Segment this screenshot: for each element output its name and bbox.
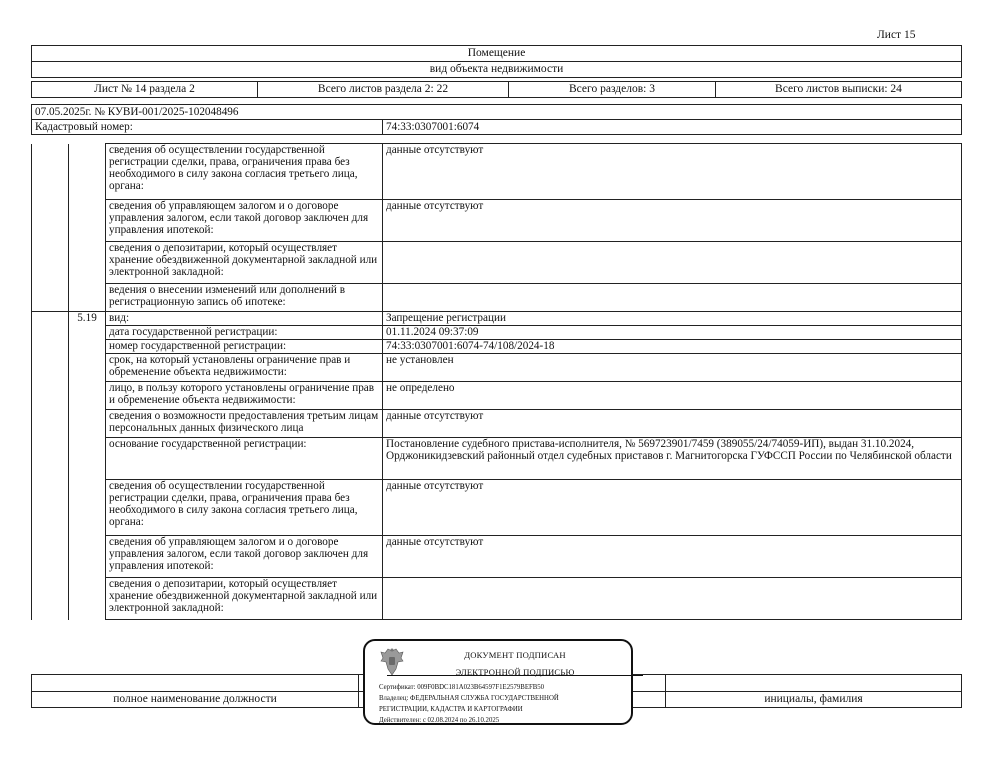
record-number xyxy=(69,284,106,312)
record-number xyxy=(69,326,106,340)
record-number xyxy=(69,340,106,354)
object-kind: вид объекта недвижимости xyxy=(32,62,962,78)
sheet-section: Лист № 14 раздела 2 xyxy=(32,82,258,98)
record-label: сведения об осуществлении государственной регистрации сделки, права, ограничения права без необходимого в силу закона согласия третьего лица, органа: xyxy=(106,144,383,200)
date-number: 07.05.2025г. № КУВИ-001/2025-102048496 xyxy=(32,105,962,120)
record-value: не определено xyxy=(383,382,962,410)
record-label: номер государственной регистрации: xyxy=(106,340,383,354)
record-number xyxy=(69,578,106,620)
record-number xyxy=(69,200,106,242)
record-row xyxy=(32,536,962,578)
record-number: 5.19 xyxy=(69,312,106,326)
record-label: дата государственной регистрации: xyxy=(106,326,383,340)
record-label: вид: xyxy=(106,312,383,326)
record-value: не установлен xyxy=(383,354,962,382)
footer-blank-right xyxy=(666,675,962,692)
record-row xyxy=(32,438,962,480)
record-row xyxy=(32,242,962,284)
record-value xyxy=(383,578,962,620)
record-number xyxy=(69,480,106,536)
record-label: основание государственной регистрации: xyxy=(106,438,383,480)
section-margin-cell xyxy=(32,340,69,354)
record-number xyxy=(69,438,106,480)
stamp-title-1: ДОКУМЕНТ ПОДПИСАН xyxy=(464,650,566,660)
record-label: сведения об управляющем залогом и о договоре управления залогом, если такой договор заключен для управления ипотекой: xyxy=(106,536,383,578)
record-number xyxy=(69,354,106,382)
record-number xyxy=(69,242,106,284)
record-value: данные отсутствуют xyxy=(383,480,962,536)
object-name: Помещение xyxy=(32,46,962,62)
record-row xyxy=(32,480,962,536)
record-label: сведения о депозитарии, который осуществляет хранение обездвиженной документарной закладной или электронной закладной: xyxy=(106,578,383,620)
object-header xyxy=(31,45,962,78)
section-margin-cell xyxy=(32,242,69,284)
record-number xyxy=(69,410,106,438)
record-label: лицо, в пользу которого установлены ограничение прав и обременение объекта недвижимости: xyxy=(106,382,383,410)
total-sheets-extract: Всего листов выписки: 24 xyxy=(716,82,962,98)
record-row xyxy=(32,284,962,312)
stamp-validity: Действителен: с 02.08.2024 по 26.10.2025 xyxy=(379,717,500,724)
sheet-number: Лист 15 xyxy=(877,29,916,41)
record-value xyxy=(383,242,962,284)
document-info xyxy=(31,104,962,135)
section-margin-cell xyxy=(32,536,69,578)
stamp-title-2: ЭЛЕКТРОННОЙ ПОДПИСЬЮ xyxy=(455,667,575,677)
cadastral-label: Кадастровый номер: xyxy=(32,120,383,135)
section-margin-cell xyxy=(32,578,69,620)
section-margin-cell xyxy=(32,144,69,200)
section-margin-cell xyxy=(32,312,69,326)
record-number xyxy=(69,536,106,578)
record-value: данные отсутствуют xyxy=(383,144,962,200)
record-row xyxy=(32,578,962,620)
stamp-owner-2: РЕГИСТРАЦИИ, КАДАСТРА И КАРТОГРАФИИ xyxy=(379,706,523,713)
section-margin-cell xyxy=(32,284,69,312)
record-label: сведения о депозитарии, который осуществляет хранение обездвиженной документарной закладной или электронной закладной: xyxy=(106,242,383,284)
record-row xyxy=(32,410,962,438)
position-label: полное наименование должности xyxy=(32,692,359,708)
record-row xyxy=(32,382,962,410)
record-row xyxy=(32,340,962,354)
record-value xyxy=(383,284,962,312)
section-margin-cell xyxy=(32,410,69,438)
record-row xyxy=(32,326,962,340)
section-margin-cell xyxy=(32,438,69,480)
record-label: сведения об управляющем залогом и о договоре управления залогом, если такой договор заключен для управления ипотекой: xyxy=(106,200,383,242)
stamp-certificate: Сертификат: 009F0BDC181A023B64597F1E2579BEFB50 xyxy=(379,684,545,691)
record-row xyxy=(32,354,962,382)
record-number xyxy=(69,144,106,200)
record-label: срок, на который установлены ограничение прав и обременение объекта недвижимости: xyxy=(106,354,383,382)
record-value: 74:33:0307001:6074-74/108/2024-18 xyxy=(383,340,962,354)
stamp-divider xyxy=(387,675,643,676)
section-margin-cell xyxy=(32,354,69,382)
record-row xyxy=(32,144,962,200)
record-value: данные отсутствуют xyxy=(383,200,962,242)
record-value: 01.11.2024 09:37:09 xyxy=(383,326,962,340)
records-table xyxy=(31,143,962,620)
electronic-signature-stamp xyxy=(363,639,633,725)
record-label: сведения об осуществлении государственной регистрации сделки, права, ограничения права без необходимого в силу закона согласия третьего лица, органа: xyxy=(106,480,383,536)
sheet-meta-row xyxy=(31,81,962,98)
section-margin-cell xyxy=(32,200,69,242)
record-row xyxy=(32,312,962,326)
record-number xyxy=(69,382,106,410)
total-sheets-section: Всего листов раздела 2: 22 xyxy=(258,82,509,98)
record-row xyxy=(32,200,962,242)
footer-blank-left xyxy=(32,675,359,692)
section-margin-cell xyxy=(32,382,69,410)
record-value: данные отсутствуют xyxy=(383,536,962,578)
record-value: Постановление судебного пристава-исполнителя, № 569723901/7459 (389055/24/74059-ИП), выдан 31.10.2024, Орджоникидзевский районный отдел судебных приставов г. Магнитогорска ГУФССП России по Челябинской области xyxy=(383,438,962,480)
record-label: ведения о внесении изменений или дополнений в регистрационную запись об ипотеке: xyxy=(106,284,383,312)
cadastral-value: 74:33:0307001:6074 xyxy=(383,120,962,135)
record-value: данные отсутствуют xyxy=(383,410,962,438)
record-value: Запрещение регистрации xyxy=(383,312,962,326)
section-margin-cell xyxy=(32,326,69,340)
section-margin-cell xyxy=(32,480,69,536)
name-label: инициалы, фамилия xyxy=(666,692,962,708)
stamp-owner-1: Владелец: ФЕДЕРАЛЬНАЯ СЛУЖБА ГОСУДАРСТВЕННОЙ xyxy=(379,695,559,702)
total-sections: Всего разделов: 3 xyxy=(509,82,716,98)
double-headed-eagle-emblem-icon xyxy=(379,647,405,677)
record-label: сведения о возможности предоставления третьим лицам персональных данных физического лица xyxy=(106,410,383,438)
